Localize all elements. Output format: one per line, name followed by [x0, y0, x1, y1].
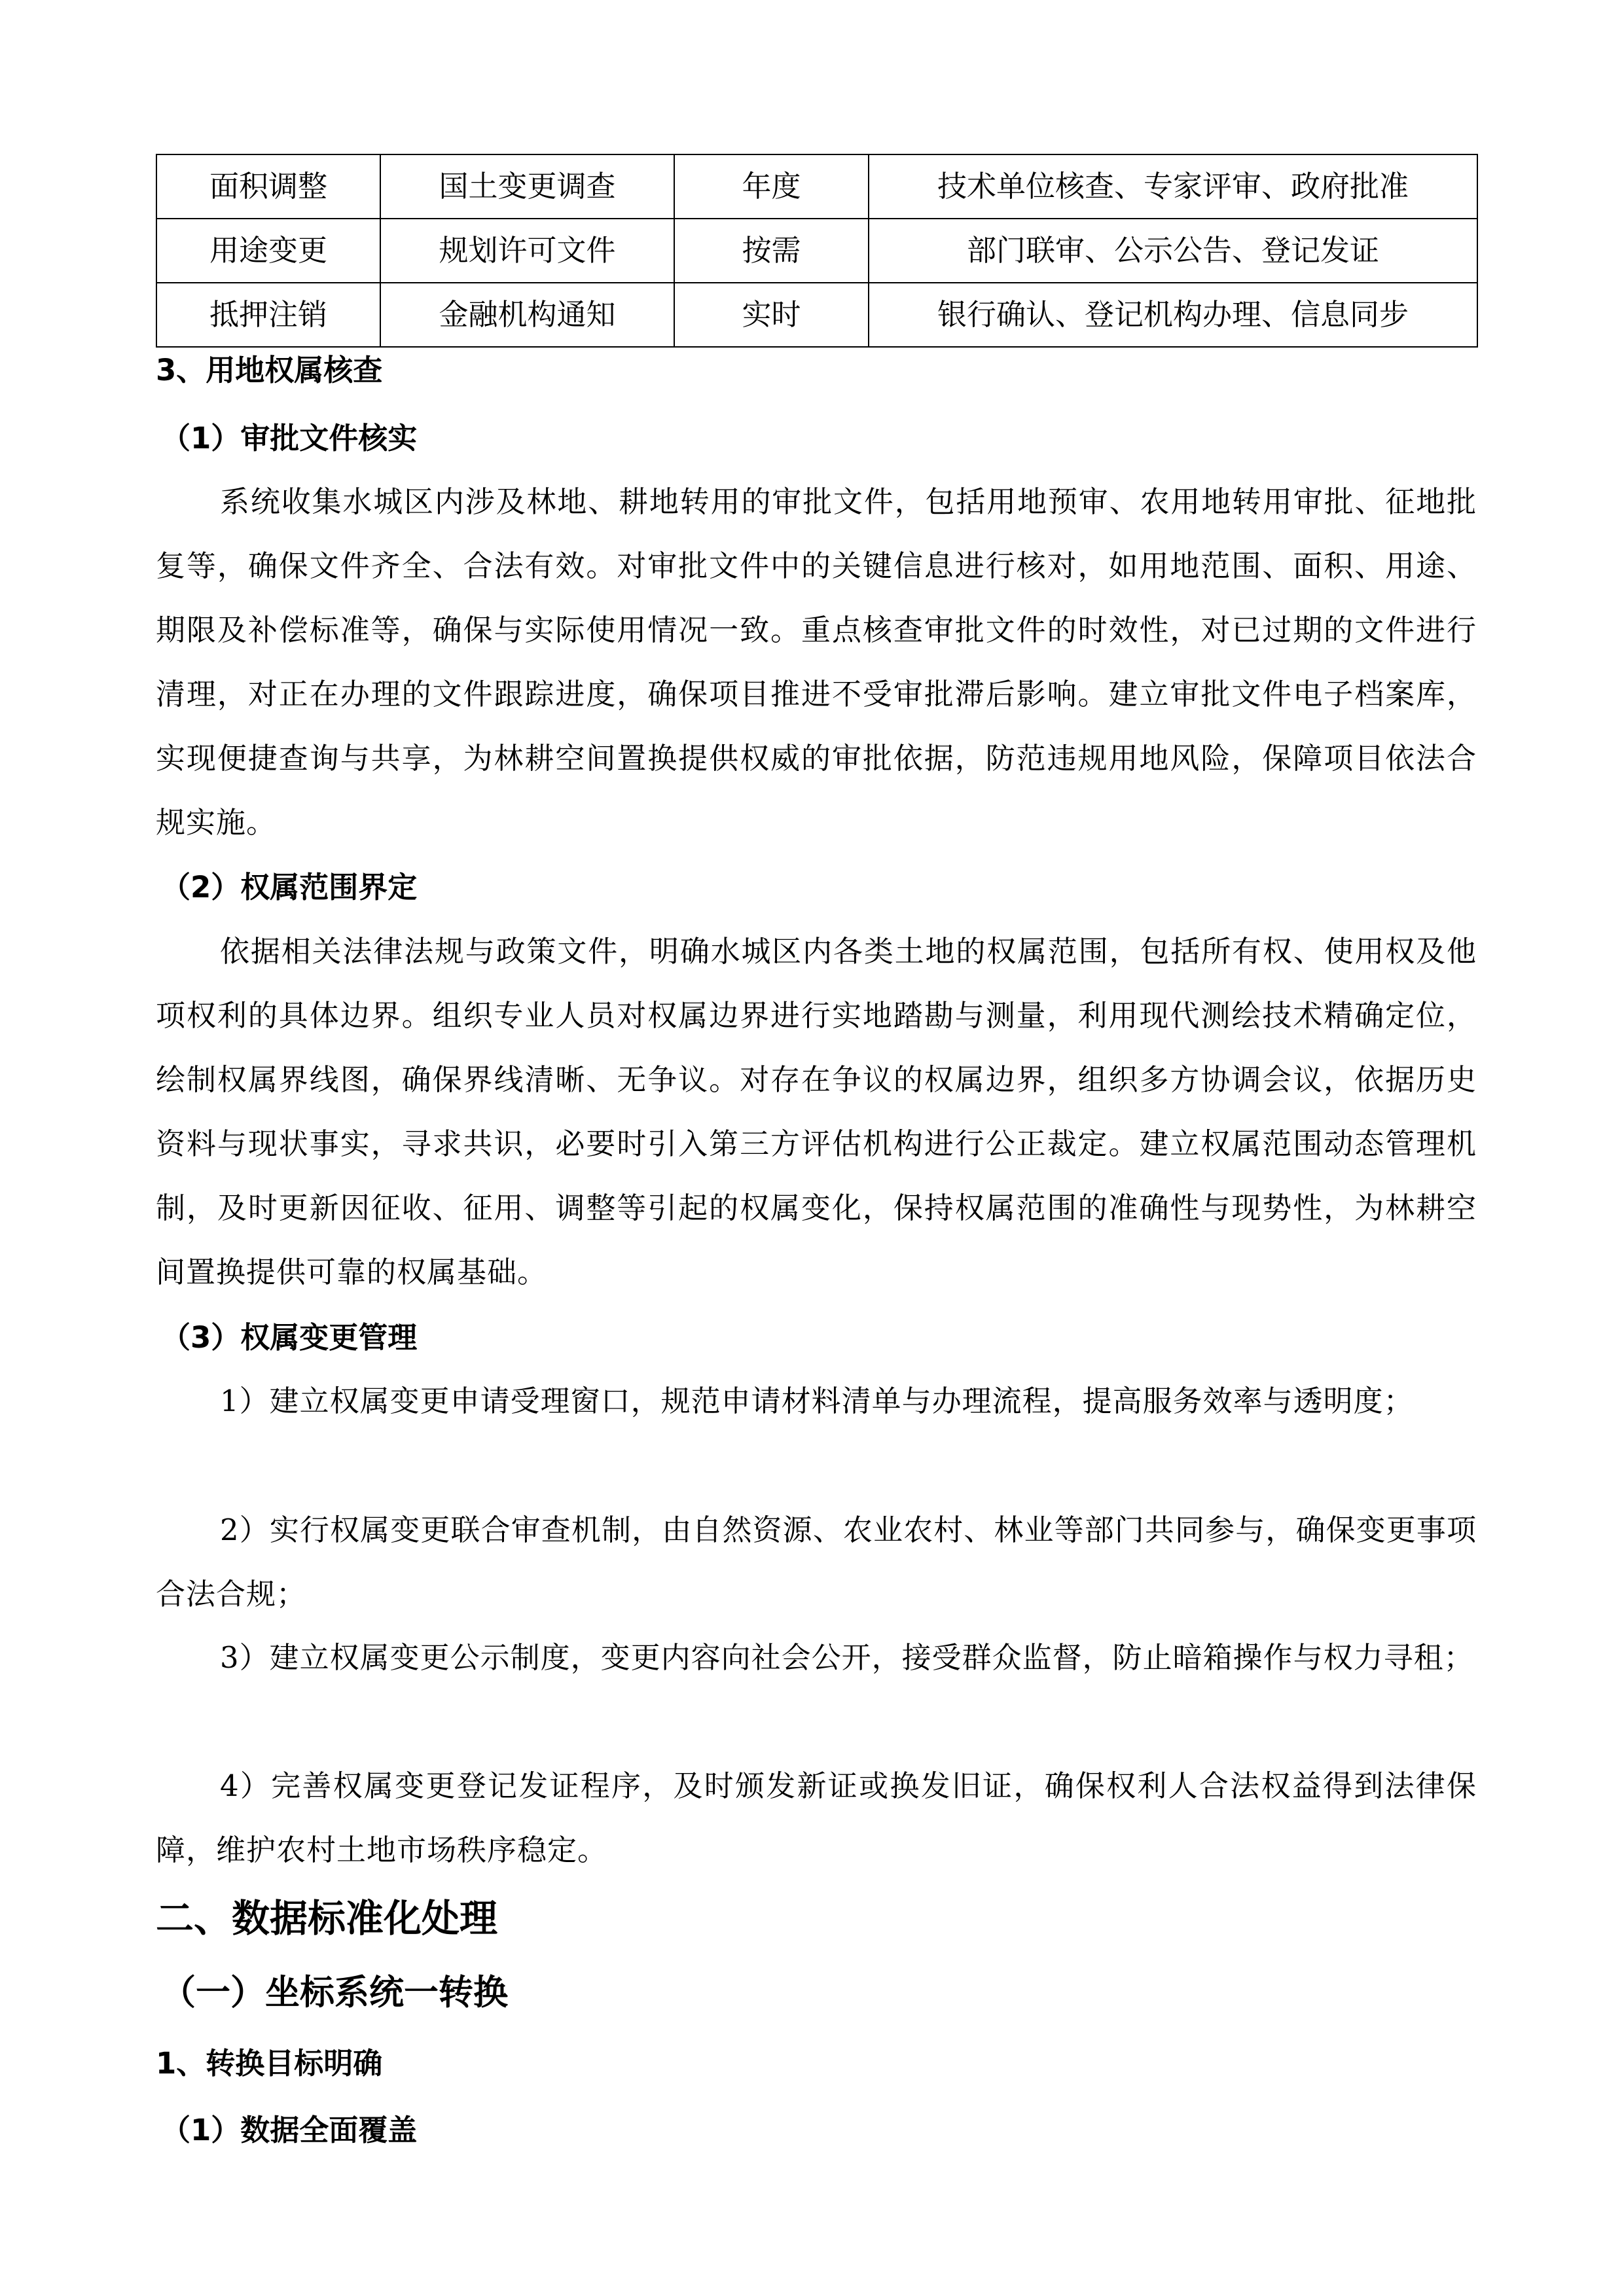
table-cell: 用途变更: [156, 219, 380, 283]
section-heading: 3、用地权属核查: [156, 353, 383, 387]
table-cell: 年度: [674, 154, 869, 219]
subsection-heading: （2）权属范围界定: [161, 870, 418, 905]
list-item: 2）实行权属变更联合审查机制，由自然资源、农业农村、林业等部门共同参与，确保变更事项合法合规；: [156, 1513, 1477, 1611]
table-cell: 银行确认、登记机构办理、信息同步: [869, 283, 1477, 347]
paragraph: 系统收集水城区内涉及林地、耕地转用的审批文件，包括用地预审、农用地转用审批、征地批复等，确保文件齐全、合法有效。对审批文件中的关键信息进行核对，如用地范围、面积、用途、期限及补偿标准等，确保与实际使用情况一致。重点核查审批文件的时效性，对已过期的文件进行清理，对正在办理的文件跟踪进度，确保项目推进不受审批滞后影响。建立审批文件电子档案库，实现便捷查询与共享，为林耕空间置换提供权威的审批依据，防范违规用地风险，保障项目依法合规实施。: [156, 484, 1477, 840]
list-item: 4）完善权属变更登记发证程序，及时颁发新证或换发旧证，确保权利人合法权益得到法律保障，维护农村土地市场秩序稳定。: [156, 1768, 1477, 1867]
table-cell: 规划许可文件: [380, 219, 674, 283]
table-cell: 按需: [674, 219, 869, 283]
table-cell: 部门联审、公示公告、登记发证: [869, 219, 1477, 283]
table-cell: 抵押注销: [156, 283, 380, 347]
table-cell: 金融机构通知: [380, 283, 674, 347]
paragraph: 依据相关法律法规与政策文件，明确水城区内各类土地的权属范围，包括所有权、使用权及他项权利的具体边界。组织专业人员对权属边界进行实地踏勘与测量，利用现代测绘技术精确定位，绘制权属界线图，确保界线清晰、无争议。对存在争议的权属边界，组织多方协调会议，依据历史资料与现状事实，寻求共识，必要时引入第三方评估机构进行公正裁定。建立权属范围动态管理机制，及时更新因征收、征用、调整等引起的权属变化，保持权属范围的准确性与现势性，为林耕空间置换提供可靠的权属基础。: [156, 934, 1477, 1289]
section-heading: （一）坐标系统一转换: [161, 1973, 508, 2013]
table-row: [156, 219, 1477, 283]
table-cell: 国土变更调查: [380, 154, 674, 219]
data-table: [156, 154, 1478, 348]
table-cell: 实时: [674, 283, 869, 347]
list-item: 3）建立权属变更公示制度，变更内容向社会公开，接受群众监督，防止暗箱操作与权力寻租；: [220, 1640, 1474, 1675]
table-row: [156, 154, 1477, 219]
change-type-table: [156, 154, 1477, 348]
table-cell: 面积调整: [156, 154, 380, 219]
table-row: [156, 283, 1477, 347]
list-item: 1）建立权属变更申请受理窗口，规范申请材料清单与办理流程，提高服务效率与透明度；: [220, 1384, 1414, 1418]
chapter-heading: 二、数据标准化处理: [156, 1896, 498, 1941]
subsection-heading: 1、转换目标明确: [156, 2046, 383, 2081]
subsection-heading: （1）数据全面覆盖: [161, 2113, 418, 2147]
subsection-heading: （1）审批文件核实: [161, 421, 418, 456]
subsection-heading: （3）权属变更管理: [161, 1320, 418, 1355]
table-cell: 技术单位核查、专家评审、政府批准: [869, 154, 1477, 219]
